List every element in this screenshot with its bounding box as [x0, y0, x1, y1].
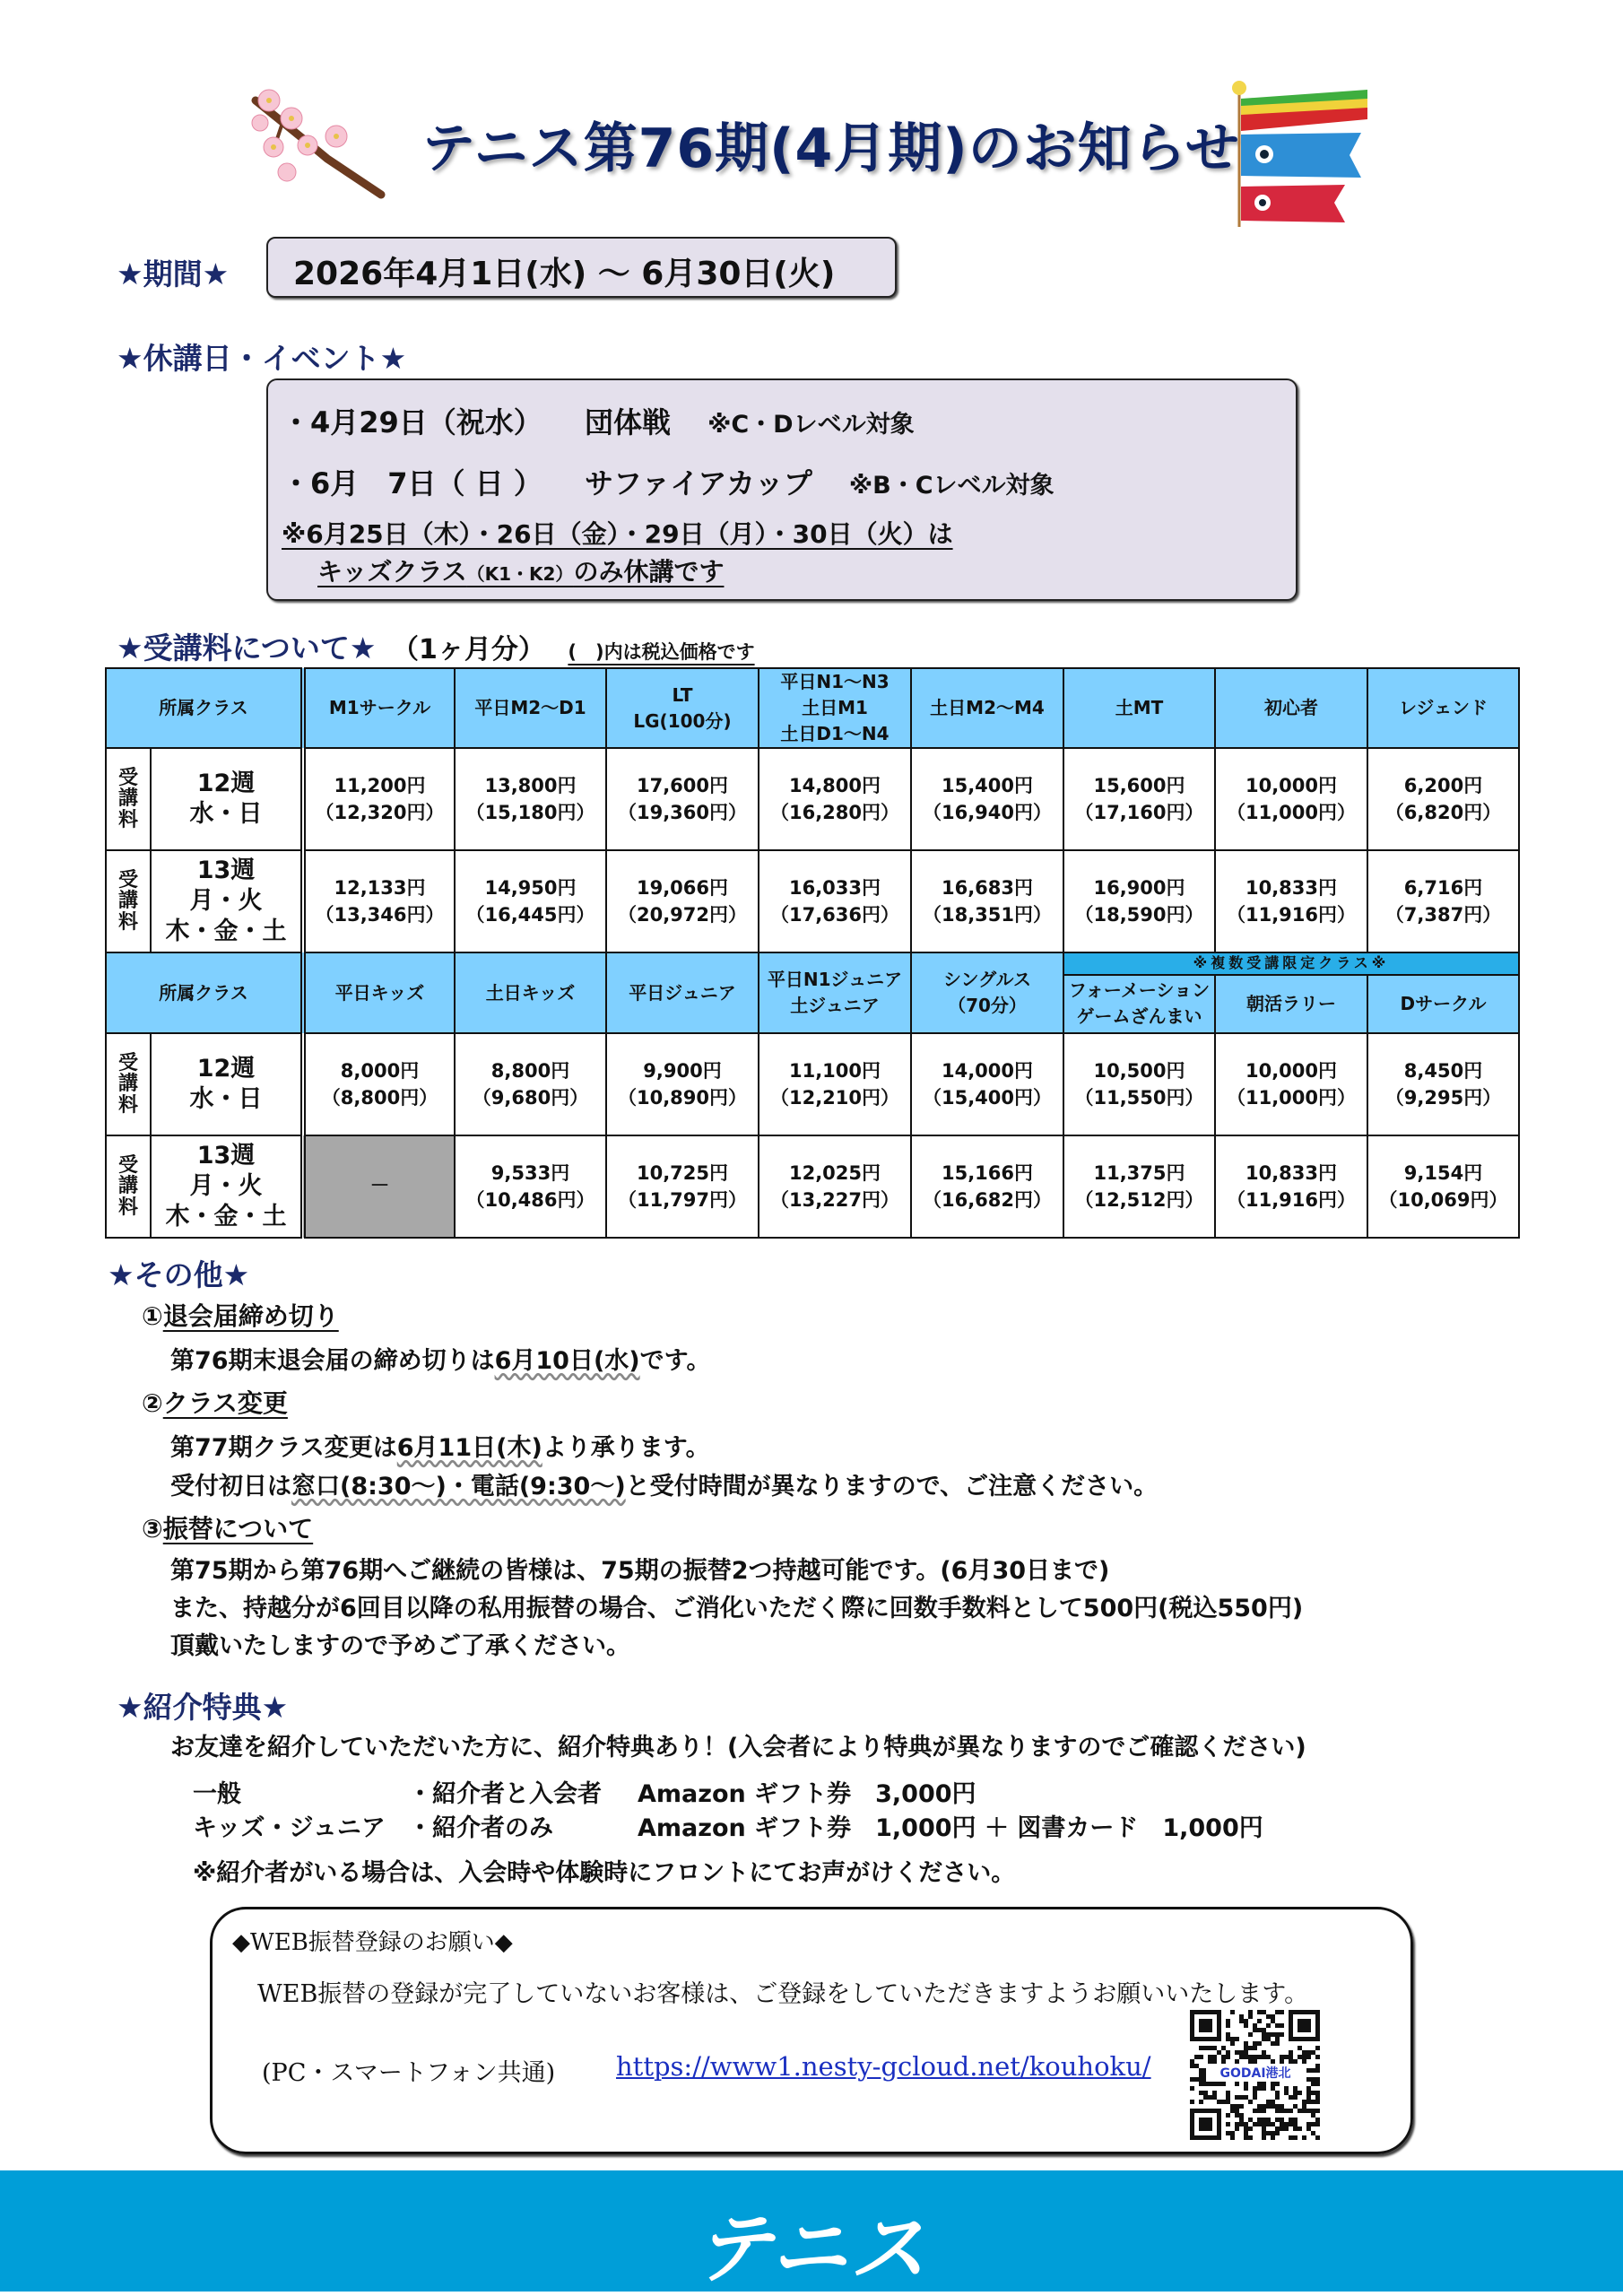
price-value: 8,000円	[340, 1059, 420, 1082]
price-tax-included: （20,972円）	[617, 904, 748, 926]
other-item-text: 頂戴いたしますので予めご了承ください。	[170, 1632, 630, 1660]
price-tax-included: （6,820円）	[1384, 802, 1502, 823]
row-label-char: 料	[117, 1093, 138, 1117]
price-cell	[455, 850, 606, 952]
other-item-heading	[142, 1384, 288, 1420]
fee-row	[106, 1033, 1519, 1135]
column-header	[1215, 668, 1367, 748]
text-segment: 6月10日(水)	[494, 1347, 640, 1375]
other-item-text	[170, 1428, 710, 1463]
referral-category: キッズ・ジュニア	[193, 1814, 386, 1842]
other-item-text	[170, 1341, 710, 1376]
other-item-text	[170, 1466, 1158, 1501]
price-value: 15,600円	[1093, 774, 1185, 796]
column-header	[1215, 975, 1367, 1033]
item-number: ②	[142, 1388, 163, 1418]
header-line: フォーメーション	[1068, 979, 1211, 1002]
price-value: 11,375円	[1093, 1161, 1185, 1184]
fees-label	[117, 625, 755, 667]
weeks-cell	[151, 1033, 303, 1135]
column-header	[455, 952, 606, 1033]
price-value: 13,800円	[484, 774, 577, 796]
row-label-char: 受	[117, 767, 138, 790]
price-value: 16,033円	[788, 876, 881, 899]
price-cell	[911, 850, 1063, 952]
column-header	[303, 952, 455, 1033]
price-cell	[1063, 748, 1215, 850]
referral-target: ・紹介者のみ	[408, 1814, 553, 1842]
weeks-cell	[151, 748, 303, 850]
price-tax-included: （7,387円）	[1384, 904, 1502, 926]
price-value: 10,725円	[636, 1161, 729, 1184]
price-cell	[455, 1135, 606, 1238]
web-registration-box	[210, 1907, 1413, 2154]
row-label	[106, 1135, 151, 1238]
class-header-cell: 所属クラス	[106, 952, 303, 1033]
weeks-line: 12週	[196, 1055, 256, 1083]
price-value: 14,950円	[484, 876, 577, 899]
event-date: ・6月 7日（ 日 ）	[282, 466, 542, 500]
price-cell	[1215, 850, 1367, 952]
header-line: 朝活ラリー	[1246, 992, 1336, 1014]
price-value: 19,066円	[636, 876, 729, 899]
row-label-char: 講	[117, 787, 138, 811]
other-item-heading	[142, 1297, 339, 1333]
header-line: 土日M2～M4	[930, 697, 1045, 718]
price-cell	[1063, 1135, 1215, 1238]
price-cell	[606, 1033, 759, 1135]
header-line: 平日ジュニア	[629, 981, 736, 1004]
price-cell	[759, 748, 911, 850]
price-cell	[759, 850, 911, 952]
fee-row	[106, 748, 1519, 850]
text-segment: 第76期末退会届の締め切りは	[170, 1347, 495, 1375]
referral-intro: お友達を紹介していただいた方に、紹介特典あり！(入会者により特典が異なりますのでご確認ください)	[170, 1734, 1306, 1761]
kids-closure-note: ※6月25日（木）・26日（金）・29日（月）・30日（火）は	[282, 519, 953, 549]
row-label-char: 受	[117, 1154, 138, 1178]
web-title: ◆WEB振替登録のお願い◆	[232, 1929, 513, 1956]
header-line: 土ジュニア	[790, 995, 880, 1016]
header-line: レジェンド	[1398, 697, 1488, 718]
column-header	[606, 668, 759, 748]
row-label-char: 講	[117, 890, 138, 913]
price-value: 11,200円	[334, 774, 426, 796]
price-cell	[1367, 1135, 1519, 1238]
price-value: 10,833円	[1245, 876, 1338, 899]
price-value: 12,025円	[788, 1161, 881, 1184]
price-cell	[1215, 1033, 1367, 1135]
fee-row	[106, 850, 1519, 952]
text-segment: より承ります。	[542, 1434, 710, 1462]
column-header	[606, 952, 759, 1033]
price-value: 17,600円	[636, 774, 729, 796]
referral-row	[193, 1774, 976, 1809]
price-cell	[606, 748, 759, 850]
price-tax-included: （15,180円）	[465, 802, 595, 823]
item-title: 退会届締め切り	[162, 1301, 339, 1331]
price-value: 9,533円	[490, 1161, 570, 1184]
header-line: M1サークル	[328, 697, 431, 718]
price-cell	[1367, 850, 1519, 952]
weeks-line: 木・金・土	[165, 1202, 287, 1231]
fee-table	[105, 667, 1520, 1239]
events-box	[266, 378, 1298, 601]
price-cell	[1215, 1135, 1367, 1238]
price-tax-included: （11,000円）	[1226, 802, 1357, 823]
weeks-line: 13週	[196, 857, 256, 885]
header-line: 平日N1ジュニア	[767, 969, 903, 990]
price-tax-included: （16,682円）	[922, 1189, 1053, 1211]
event-date: ・4月29日（祝水）	[282, 405, 542, 439]
cherry-blossom-icon	[247, 83, 390, 199]
referral-target: ・紹介者と入会者	[408, 1780, 602, 1808]
price-value: 11,100円	[788, 1059, 881, 1082]
row-label-char: 受	[117, 869, 138, 892]
price-tax-included: （8,800円）	[321, 1087, 438, 1109]
item-number: ①	[142, 1301, 163, 1331]
row-label	[106, 850, 151, 952]
price-cell	[759, 1033, 911, 1135]
table-header-row	[106, 668, 1519, 748]
weeks-line: 木・金・土	[165, 917, 287, 945]
header-line: 土日D1～N4	[780, 723, 890, 744]
period-value: 2026年4月1日(水) ～ 6月30日(火)	[266, 237, 897, 298]
event-item	[282, 461, 1055, 502]
header-line: 平日N1～N3	[780, 671, 890, 692]
qr-code-icon[interactable]	[1190, 2010, 1320, 2140]
not-available-cell: －	[303, 1135, 455, 1238]
header-line: LG(100分)	[633, 709, 732, 732]
price-tax-included: （11,797円）	[617, 1189, 748, 1211]
column-header	[303, 668, 455, 748]
price-tax-included: （19,360円）	[617, 802, 748, 823]
referral-note: ※紹介者がいる場合は、入会時や体験時にフロントにてお声がけください。	[193, 1859, 1016, 1887]
row-label-char: 講	[117, 1175, 138, 1198]
text-segment: 受付初日は	[170, 1473, 291, 1500]
header-line: 初心者	[1264, 697, 1318, 718]
column-header	[1367, 668, 1519, 748]
price-cell	[606, 850, 759, 952]
price-tax-included: （10,890円）	[617, 1087, 748, 1109]
price-tax-included: （16,445円）	[465, 904, 595, 926]
other-item-heading	[142, 1509, 313, 1545]
row-label-char: 料	[117, 910, 138, 934]
kids-class-codes: （K1・K2）	[466, 563, 574, 585]
price-value: 9,154円	[1403, 1161, 1483, 1184]
kids-closure-note-2	[317, 552, 724, 588]
price-tax-included: （11,916円）	[1226, 904, 1357, 926]
price-tax-included: （16,940円）	[922, 802, 1053, 823]
price-cell	[303, 1033, 455, 1135]
class-header-cell: 所属クラス	[106, 668, 303, 748]
column-header	[759, 668, 911, 748]
price-tax-included: （11,000円）	[1226, 1087, 1357, 1109]
event-note: ※C・Dレベル対象	[707, 411, 915, 439]
price-tax-included: （13,346円）	[315, 904, 445, 926]
price-cell	[303, 748, 455, 850]
events-label: ★休講日・イベント★	[117, 341, 407, 376]
price-tax-included: （12,210円）	[769, 1087, 900, 1109]
row-label-char: 受	[117, 1052, 138, 1075]
weeks-cell	[151, 850, 303, 952]
referral-reward: Amazon ギフト券 3,000円	[638, 1780, 976, 1808]
header-line: シングルス	[943, 969, 1031, 990]
referral-label: ★紹介特典★	[117, 1690, 289, 1725]
period-label: ★期間★	[117, 257, 230, 291]
price-tax-included: （15,400円）	[922, 1087, 1053, 1109]
weeks-cell	[151, 1135, 303, 1238]
row-label	[106, 1033, 151, 1135]
other-item-text: 第75期から第76期へご継続の皆様は、75期の振替2つ持越可能です。(6月30日まで)	[170, 1557, 1110, 1585]
price-value: 10,000円	[1245, 1059, 1338, 1082]
header-line: 平日M2～D1	[474, 697, 586, 718]
price-tax-included: （13,227円）	[769, 1189, 900, 1211]
price-tax-included: （18,351円）	[922, 904, 1053, 926]
price-value: 14,800円	[788, 774, 881, 796]
text-segment: 第77期クラス変更は	[170, 1434, 397, 1462]
header-line: 土MT	[1115, 697, 1164, 718]
price-cell	[1215, 748, 1367, 850]
weeks-line: 13週	[196, 1142, 256, 1170]
weeks-line: 月・火	[189, 887, 263, 916]
price-value: 15,400円	[941, 774, 1034, 796]
column-header	[1367, 975, 1519, 1033]
column-header	[1063, 668, 1215, 748]
price-tax-included: （9,680円）	[472, 1087, 589, 1109]
price-value: 15,166円	[941, 1161, 1034, 1184]
price-value: 9,900円	[643, 1059, 722, 1082]
price-tax-included: （18,590円）	[1074, 904, 1204, 926]
fees-title: ★受講料について★	[117, 631, 377, 665]
limited-classes-band: ※複数受講限定クラス※	[1063, 952, 1519, 975]
referral-category: 一般	[193, 1780, 241, 1808]
column-header	[455, 668, 606, 748]
web-message: WEB振替の登録が完了していないお客様は、ご登録をしていただきますようお願いいたします。	[257, 1980, 1309, 2008]
column-header	[1063, 975, 1215, 1033]
carp-streamer-icon	[1228, 79, 1372, 227]
column-header	[911, 952, 1063, 1033]
text-segment: 窓口(8:30～)・電話(9:30～)	[291, 1473, 626, 1500]
text-segment: です。	[639, 1347, 711, 1375]
qr-label: GODAI港北	[1206, 2064, 1305, 2082]
price-tax-included: （12,512円）	[1074, 1189, 1204, 1211]
device-note: (PC・スマートフォン共通)	[262, 2059, 556, 2087]
header-line: ゲームざんまい	[1076, 1005, 1202, 1028]
price-value: 16,683円	[941, 876, 1034, 899]
price-cell	[455, 1033, 606, 1135]
referral-row	[193, 1808, 1263, 1843]
price-cell	[911, 748, 1063, 850]
item-title: 振替について	[162, 1514, 314, 1544]
price-value: 6,716円	[1403, 876, 1483, 899]
price-value: 16,900円	[1093, 876, 1185, 899]
price-tax-included: （10,486円）	[465, 1189, 595, 1211]
price-value: 8,450円	[1403, 1059, 1483, 1082]
price-cell	[1367, 748, 1519, 850]
weeks-line: 月・火	[189, 1172, 263, 1201]
price-value: 10,000円	[1245, 774, 1338, 796]
price-value: 6,200円	[1403, 774, 1483, 796]
price-cell	[1063, 850, 1215, 952]
price-value: 14,000円	[941, 1059, 1034, 1082]
table-band-row	[106, 952, 1519, 975]
price-tax-included: （16,280円）	[769, 802, 900, 823]
price-value: 12,133円	[334, 876, 426, 899]
price-cell	[911, 1135, 1063, 1238]
price-value: 8,800円	[490, 1059, 570, 1082]
row-label-char: 料	[117, 1196, 138, 1219]
price-value: 10,833円	[1245, 1161, 1338, 1184]
event-item	[282, 400, 915, 441]
price-cell	[911, 1033, 1063, 1135]
price-tax-included: （17,160円）	[1074, 802, 1204, 823]
event-name: 団体戦	[584, 405, 671, 439]
other-item-text: また、持越分が6回目以降の私用振替の場合、ご消化いただく際に回数手数料として500円(税込550円)	[170, 1595, 1304, 1622]
kids-closure-text: のみ休講です	[573, 557, 725, 587]
price-cell	[1063, 1033, 1215, 1135]
header-line: 土日キッズ	[485, 981, 576, 1004]
web-url-link[interactable]: https://www1.nesty-gcloud.net/kouhoku/	[616, 2051, 1151, 2082]
text-segment: と受付時間が異なりますので、ご注意ください。	[625, 1473, 1159, 1500]
weeks-line: 水・日	[189, 800, 263, 828]
column-header	[759, 952, 911, 1033]
page-title: テニス第76期(4月期)のお知らせ	[421, 117, 1240, 180]
header-line: LT	[672, 683, 693, 706]
price-tax-included: （11,916円）	[1226, 1189, 1357, 1211]
header-line: （70分）	[948, 995, 1027, 1016]
other-label: ★その他★	[108, 1257, 250, 1292]
item-number: ③	[142, 1514, 163, 1544]
kids-class-text: キッズクラス	[317, 557, 467, 587]
price-cell	[303, 850, 455, 952]
price-tax-included: （11,550円）	[1074, 1087, 1204, 1109]
header-line: Dサークル	[1400, 992, 1487, 1014]
text-segment: 6月11日(木)	[396, 1434, 542, 1462]
price-tax-included: （10,069円）	[1378, 1189, 1508, 1211]
fee-row	[106, 1135, 1519, 1238]
tax-note: ( )内は税込価格です	[568, 641, 755, 663]
fees-per-month: （1ヶ月分）	[392, 634, 545, 665]
header-line: 土日M1	[802, 697, 868, 718]
price-cell	[606, 1135, 759, 1238]
event-note: ※B・Cレベル対象	[848, 472, 1055, 500]
price-tax-included: （17,636円）	[769, 904, 900, 926]
weeks-line: 水・日	[189, 1085, 263, 1113]
price-tax-included: （12,320円）	[315, 802, 445, 823]
price-cell	[759, 1135, 911, 1238]
event-name: サファイアカップ	[584, 466, 812, 500]
price-value: 10,500円	[1093, 1059, 1185, 1082]
column-header	[911, 668, 1063, 748]
footer-banner	[0, 2170, 1623, 2292]
row-label	[106, 748, 151, 850]
weeks-line: 12週	[196, 770, 256, 798]
row-label-char: 講	[117, 1073, 138, 1096]
price-tax-included: （9,295円）	[1384, 1087, 1502, 1109]
price-cell	[1367, 1033, 1519, 1135]
header-line: 平日キッズ	[334, 981, 425, 1004]
footer-logo: テニス	[694, 2205, 929, 2294]
price-cell	[455, 748, 606, 850]
item-title: クラス変更	[162, 1388, 288, 1418]
row-label-char: 料	[117, 808, 138, 831]
referral-reward: Amazon ギフト券 1,000円 ＋ 図書カード 1,000円	[638, 1814, 1263, 1842]
